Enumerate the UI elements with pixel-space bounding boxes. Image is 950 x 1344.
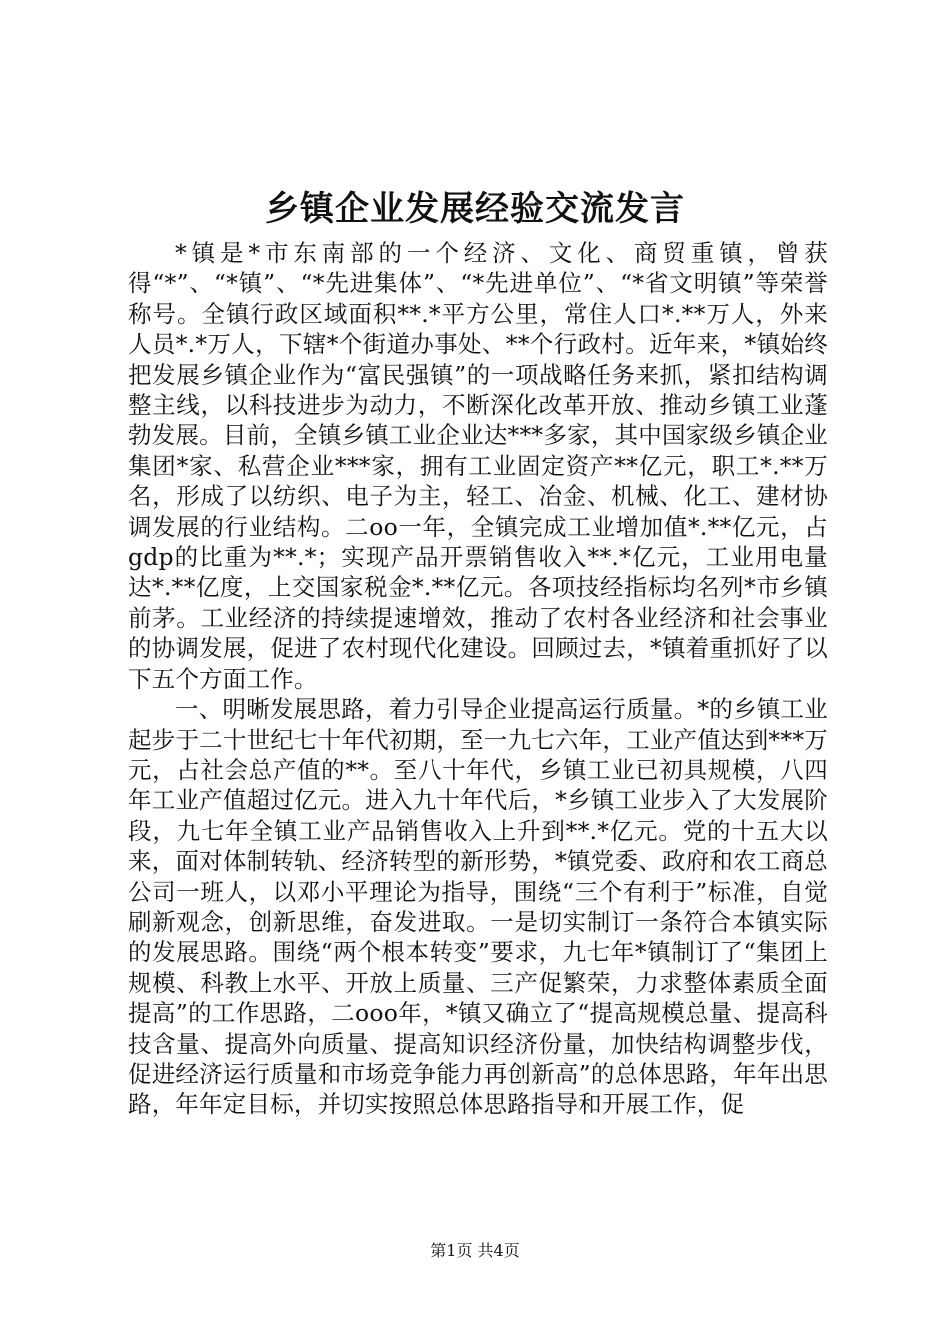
- page-title: 乡镇企业发展经验交流发言: [265, 189, 685, 229]
- paragraph-intro: *镇是*市东南部的一个经济、文化、商贸重镇，曾获得“*”、“*镇”、“*先进集体”、“*先进单位”、“*省文明镇”等荣誉称号。全镇行政区域面积**.*平方公里，常住人口*.**万人，外来人员*.*万人，下辖*个街道办事处、**个行政村。近年来，*镇始终把发展乡镇企业作为“富民强镇”的一项战略任务来抓，紧扣结构调整主线，以科技进步为动力，不断深化改革开放、推动乡镇工业蓬勃发展。目前，全镇乡镇工业企业达***多家，其中国家级乡镇企业集团*家、私营企业***家，拥有工业固定资产**亿元，职工*.**万名，形成了以纺织、电子为主，轻工、冶金、机械、化工、建材协调发展的行业结构。二oo一年，全镇完成工业增加值*.**亿元，占gdp的比重为**.*；实现产品开票销售收入**.*亿元，工业用电量达*.**亿度，上交国家税金*.**亿元。各项技经指标均名列*市乡镇前茅。工业经济的持续提速增效，推动了农村各业经济和社会事业的协调发展，促进了农村现代化建设。回顾过去，*镇着重抓好了以下五个方面工作。: [128, 239, 828, 693]
- page-number-footer: 第1页 共4页: [430, 1241, 520, 1260]
- document-body: [128, 238, 828, 1120]
- paragraph-section-one: 一、明晰发展思路，着力引导企业提高运行质量。*的乡镇工业起步于二十世纪七十年代初期，至一九七六年，工业产值达到***万元，占社会总产值的**。至八十年代，乡镇工业已初具规模，八四年工业产值超过亿元。进入九十年代后，*乡镇工业步入了大发展阶段，九七年全镇工业产品销售收入上升到**.*亿元。党的十五大以来，面对体制转轨、经济转型的新形势，*镇党委、政府和农工商总公司一班人，以邓小平理论为指导，围绕“三个有利于”标准，自觉刷新观念，创新思维，奋发进取。一是切实制订一条符合本镇实际的发展思路。围绕“两个根本转变”要求，九七年*镇制订了“集团上规模、科教上水平、开放上质量、三产促繁荣，力求整体素质全面提高”的工作思路，二ooo年，*镇又确立了“提高规模总量、提高科技含量、提高外向质量、提高知识经济份量，加快结构调整步伐，促进经济运行质量和市场竞争能力再创新高”的总体思路，年年出思路，年年定目标，并切实按照总体思路指导和开展工作，促: [128, 695, 828, 1119]
